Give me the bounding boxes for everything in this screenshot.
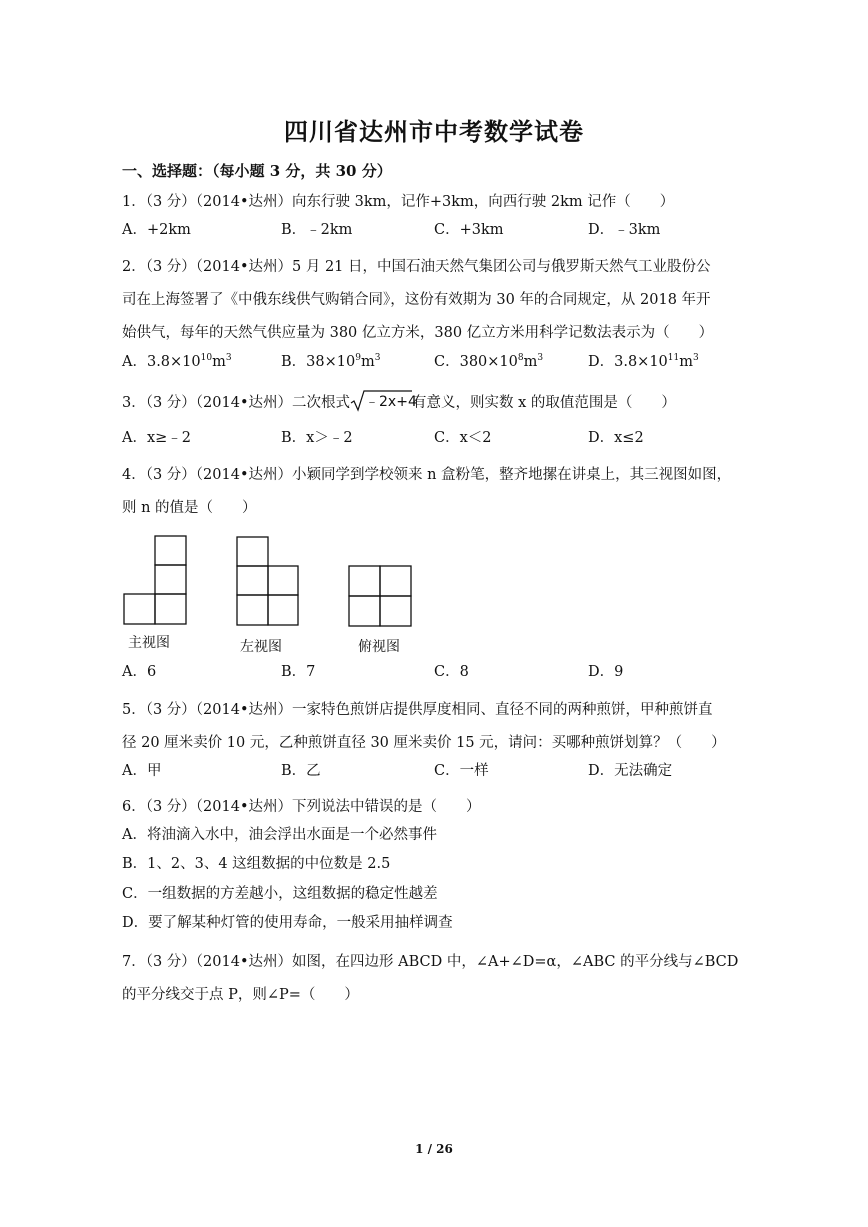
question-1-option-b: B．﹣2km bbox=[281, 222, 353, 238]
question-6-option-a: A．将油滴入水中，油会浮出水面是一个必然事件 bbox=[122, 827, 437, 843]
question-5-stem-line-2: 径 20 厘米卖价 10 元，乙种煎饼直径 30 厘米卖价 15 元，请问：买哪种煎饼划算？（ ） bbox=[122, 735, 726, 751]
question-5-option-c: C．一样 bbox=[434, 763, 489, 779]
question-1-option-a: A．+2km bbox=[122, 222, 191, 238]
question-6-option-d: D．要了解某种灯管的使用寿命，一般采用抽样调查 bbox=[122, 915, 453, 931]
question-2-option-c: C．$380\times 10^8m^3$ bbox=[434, 353, 544, 370]
square-root-expression bbox=[350, 392, 417, 412]
question-4-option-c: C．8 bbox=[434, 664, 469, 680]
question-2-stem-line-2: 司在上海签署了《中俄东线供气购销合同》，这份有效期为 30 年的合同规定，从 2018 年开 bbox=[122, 292, 711, 308]
question-5-option-d: D．无法确定 bbox=[588, 763, 673, 779]
question-3-option-b: B．x＞﹣2 bbox=[281, 430, 353, 446]
question-2-stem-line-3: 始供气，每年的天然气供应量为 380 亿立方米，380 亿立方米用科学记数法表示为（ ） bbox=[122, 325, 714, 341]
question-6-option-b: B．1、2、3、4 这组数据的中位数是 2.5 bbox=[122, 856, 391, 872]
question-3-stem: 3．（3 分）（2014•达州）二次根式 ﹣2x+4 有意义，则实数 x 的取值范围是（ ） bbox=[122, 392, 676, 413]
question-3-option-d: D．x≤2 bbox=[588, 430, 644, 446]
page-number: 1 / 26 bbox=[415, 1142, 453, 1156]
question-4-stem-line-1: 4．（3 分）（2014•达州）小颖同学到学校领来 n 盒粉笔，整齐地摞在讲桌上，其三视图如图， bbox=[122, 467, 732, 483]
question-4-option-a: A．6 bbox=[122, 664, 157, 680]
question-2-option-b: B．$38\times 10^9m^3$ bbox=[281, 353, 381, 370]
question-2-option-a: A．$3.8\times 10^{10}m^3$ bbox=[122, 353, 232, 370]
question-1-stem: 1．（3 分）（2014•达州）向东行驶 3km，记作+3km，向西行驶 2km 记作（ ） bbox=[122, 194, 675, 210]
question-6-stem: 6．（3 分）（2014•达州）下列说法中错误的是（ ） bbox=[122, 799, 481, 815]
section-heading: 一、选择题：（每小题 3 分，共 30 分） bbox=[122, 162, 392, 180]
three-views-drawing bbox=[122, 535, 422, 627]
question-6-option-c: C．一组数据的方差越小，这组数据的稳定性越差 bbox=[122, 886, 438, 902]
radicand: ﹣2x+4 bbox=[365, 394, 417, 410]
question-4-option-b: B．7 bbox=[281, 664, 316, 680]
left-view-label: 左视图 bbox=[240, 639, 282, 655]
question-1-option-c: C．+3km bbox=[434, 222, 504, 238]
question-2-option-d: D．$3.8\times 10^{11}m^3$ bbox=[588, 353, 699, 370]
question-5-option-a: A．甲 bbox=[122, 763, 162, 779]
question-3-option-a: A．x≥﹣2 bbox=[122, 430, 192, 446]
question-7-stem-line-2: 的平分线交于点 P，则∠P=（ ） bbox=[122, 987, 359, 1003]
question-5-option-b: B．乙 bbox=[281, 763, 321, 779]
page-title: 四川省达州市中考数学试卷 bbox=[284, 117, 584, 146]
top-view-label: 俯视图 bbox=[358, 639, 400, 655]
three-views-figure bbox=[122, 535, 422, 660]
question-7-stem-line-1: 7．（3 分）（2014•达州）如图，在四边形 ABCD 中，∠A+∠D=α，∠ABC 的平分线与∠BCD bbox=[122, 954, 739, 970]
question-1-option-d: D．﹣3km bbox=[588, 222, 661, 238]
question-4-stem-line-2: 则 n 的值是（ ） bbox=[122, 500, 257, 516]
question-2-stem-line-1: 2．（3 分）（2014•达州）5 月 21 日，中国石油天然气集团公司与俄罗斯天然气工业股份公 bbox=[122, 259, 711, 275]
front-view-label: 主视图 bbox=[128, 635, 170, 651]
question-3-option-c: C．x＜2 bbox=[434, 430, 492, 446]
question-5-stem-line-1: 5．（3 分）（2014•达州）一家特色煎饼店提供厚度相同、直径不同的两种煎饼，甲种煎饼直 bbox=[122, 702, 713, 718]
question-4-option-d: D．9 bbox=[588, 664, 624, 680]
